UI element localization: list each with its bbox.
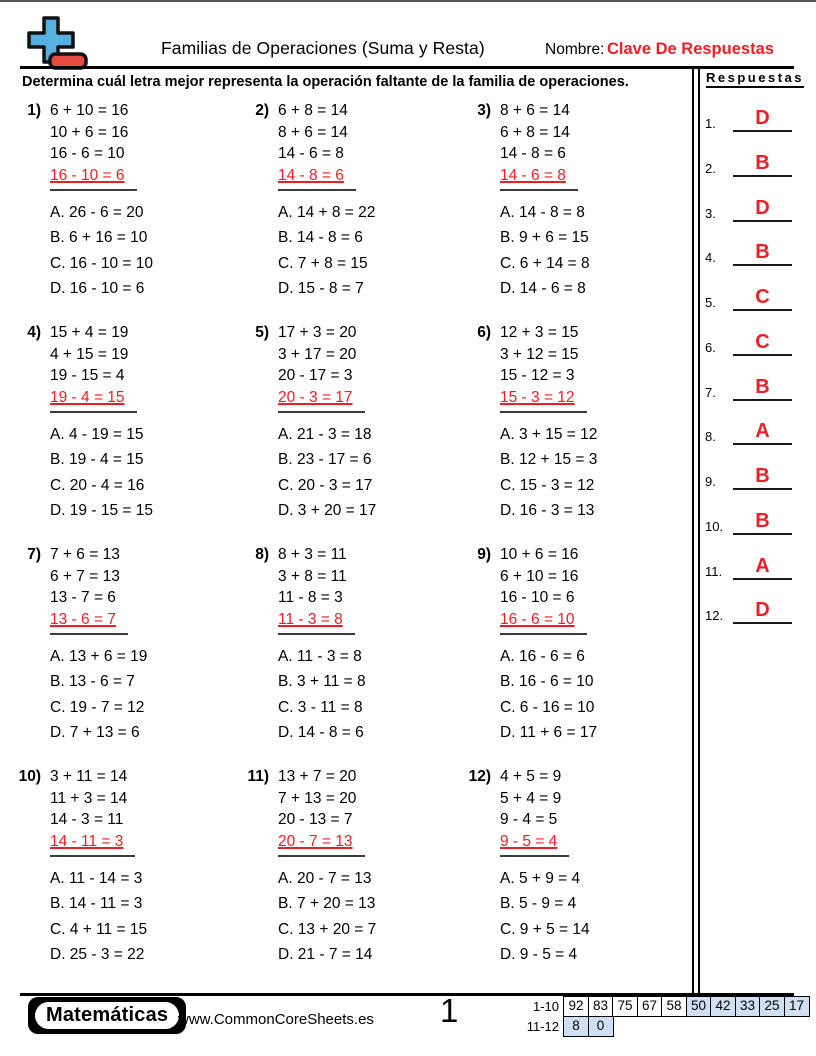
problem-5 (244, 322, 468, 524)
missing-equation-blank (278, 387, 365, 414)
equation: 6 + 10 = 16 (500, 567, 579, 585)
score-row1-label: 1-10 (532, 999, 559, 1014)
problem-number: 7) (27, 546, 41, 563)
equation: 3 + 17 = 20 (278, 345, 357, 363)
equation: 6 + 8 = 14 (500, 123, 570, 141)
choice-d: D. 3 + 20 = 17 (278, 502, 377, 520)
problem-number: 11) (247, 768, 269, 785)
answer-item-6 (705, 330, 792, 356)
equation: 11 + 3 = 14 (50, 789, 128, 807)
choice-c: C. 6 - 16 = 10 (500, 698, 595, 716)
choice-d: D. 14 - 6 = 8 (500, 280, 586, 298)
answer-key-label: Clave De Respuestas (607, 40, 774, 58)
score-table-row2 (563, 1016, 612, 1037)
score-cell: 25 (759, 996, 785, 1017)
score-cell: 58 (661, 996, 687, 1017)
problem-number: 12) (468, 768, 491, 785)
missing-equation-blank (500, 387, 587, 414)
missing-equation: 14 - 6 = 8 (500, 166, 566, 184)
answer-blank: C (733, 287, 792, 311)
problem-2 (244, 100, 468, 302)
answers-panel-title: Respuestas (706, 70, 804, 88)
score-cell: 42 (710, 996, 736, 1017)
problem-3 (466, 100, 690, 302)
equation: 20 - 17 = 3 (278, 367, 353, 384)
missing-equation-blank (50, 609, 128, 636)
header-divider (20, 66, 794, 69)
choice-d: D. 19 - 15 = 15 (50, 502, 153, 520)
equation: 3 + 12 = 15 (500, 345, 579, 363)
page-number: 1 (440, 992, 459, 1029)
choice-c: C. 19 - 7 = 12 (50, 698, 145, 716)
choice-c: C. 4 + 11 = 15 (50, 920, 148, 938)
answer-blank: B (733, 242, 792, 266)
choice-c: C. 13 + 20 = 7 (278, 920, 377, 938)
problem-8 (244, 544, 468, 746)
choices (500, 866, 590, 968)
equation: 14 - 6 = 8 (278, 145, 344, 162)
problem-number: 8) (255, 546, 269, 563)
problem-number: 3) (477, 102, 491, 119)
equation: 15 + 4 = 19 (50, 324, 129, 341)
choice-c: C. 16 - 10 = 10 (50, 254, 153, 272)
choice-b: B. 19 - 4 = 15 (50, 451, 144, 469)
equation: 12 + 3 = 15 (500, 324, 579, 341)
choice-b: B. 14 - 11 = 3 (50, 895, 143, 913)
answer-blank: A (733, 421, 792, 445)
score-cell: 92 (563, 996, 589, 1017)
answer-item-12 (705, 598, 792, 624)
choice-b: B. 7 + 20 = 13 (278, 895, 376, 913)
missing-equation: 16 - 10 = 6 (50, 166, 125, 184)
choices (500, 644, 597, 746)
equation: 7 + 13 = 20 (278, 789, 357, 807)
answer-blank: B (733, 377, 792, 401)
brand-name: Matemáticas (35, 1002, 179, 1029)
answer-blank: B (733, 466, 792, 490)
problem-body (278, 766, 376, 968)
choice-d: D. 15 - 8 = 7 (278, 280, 364, 298)
problem-12 (466, 766, 690, 968)
choice-a: A. 13 + 6 = 19 (50, 648, 148, 665)
equation: 16 - 6 = 10 (50, 145, 125, 162)
missing-equation: 9 - 5 = 4 (500, 832, 558, 850)
choice-b: B. 9 + 6 = 15 (500, 229, 589, 247)
choices (50, 644, 147, 746)
answer-item-9 (705, 464, 792, 490)
choice-a: A. 4 - 19 = 15 (50, 426, 144, 443)
problem-number: 4) (27, 324, 41, 341)
choice-a: A. 20 - 7 = 13 (278, 870, 372, 887)
choice-d: D. 16 - 10 = 6 (50, 280, 145, 298)
score-cell: 83 (588, 996, 614, 1017)
page-title: Familias de Operaciones (Suma y Resta) (161, 38, 485, 58)
answer-number: 3. (705, 206, 716, 221)
score-cell: 33 (735, 996, 761, 1017)
answer-number: 4. (705, 250, 716, 265)
choice-d: D. 14 - 8 = 6 (278, 724, 364, 742)
choice-b: B. 16 - 6 = 10 (500, 673, 594, 691)
choice-d: D. 9 - 5 = 4 (500, 946, 578, 964)
missing-equation: 15 - 3 = 12 (500, 388, 575, 406)
problem-7 (16, 544, 240, 746)
answer-number: 7. (705, 385, 716, 400)
problem-body (278, 322, 376, 524)
equation: 13 + 7 = 20 (278, 768, 357, 785)
choices (278, 644, 366, 746)
problem-body (500, 100, 590, 302)
choice-c: C. 15 - 3 = 12 (500, 476, 595, 494)
equation: 4 + 15 = 19 (50, 345, 129, 363)
answer-number: 5. (705, 295, 716, 310)
equation: 5 + 4 = 9 (500, 789, 562, 807)
equation: 6 + 8 = 14 (278, 102, 348, 119)
score-cell: 75 (612, 996, 638, 1017)
score-cell: 17 (784, 996, 810, 1017)
choice-d: D. 25 - 3 = 22 (50, 946, 145, 964)
choice-a: A. 14 - 8 = 8 (500, 204, 585, 221)
choice-a: A. 3 + 15 = 12 (500, 426, 598, 443)
equation: 4 + 5 = 9 (500, 768, 562, 785)
answer-item-11 (705, 554, 792, 580)
missing-equation-blank (50, 831, 135, 858)
problem-body (278, 100, 375, 302)
equation: 6 + 10 = 16 (50, 102, 129, 119)
problem-number: 6) (477, 324, 491, 341)
equation: 8 + 6 = 14 (278, 123, 348, 141)
equation: 14 - 3 = 11 (50, 811, 124, 828)
choice-a: A. 11 - 3 = 8 (278, 648, 362, 665)
equation: 17 + 3 = 20 (278, 324, 357, 341)
choices (278, 422, 376, 524)
score-cell: 50 (686, 996, 712, 1017)
missing-equation: 20 - 3 = 17 (278, 388, 353, 406)
equation: 19 - 15 = 4 (50, 367, 125, 384)
score-cell: 67 (637, 996, 663, 1017)
choice-a: A. 5 + 9 = 4 (500, 870, 581, 887)
choice-d: D. 16 - 3 = 13 (500, 502, 595, 520)
choices (278, 200, 375, 302)
choice-b: B. 23 - 17 = 6 (278, 451, 372, 469)
choices (50, 866, 147, 968)
equation: 10 + 6 = 16 (50, 123, 129, 141)
answer-number: 10. (705, 519, 724, 534)
choice-b: B. 3 + 11 = 8 (278, 673, 366, 691)
website-url: www.CommonCoreSheets.es (178, 1011, 374, 1028)
choice-c: C. 3 - 11 = 8 (278, 698, 363, 716)
name-label: Nombre: (545, 41, 605, 58)
choice-c: C. 6 + 14 = 8 (500, 254, 590, 272)
score-cell: 8 (563, 1016, 589, 1037)
answer-number: 8. (705, 429, 716, 444)
choice-c: C. 20 - 3 = 17 (278, 476, 373, 494)
answer-item-4 (705, 240, 792, 266)
equation: 16 - 10 = 6 (500, 589, 575, 606)
choices (500, 422, 597, 524)
score-table-row1 (563, 996, 808, 1017)
answer-number: 1. (705, 116, 716, 131)
missing-equation: 11 - 3 = 8 (278, 610, 343, 628)
problem-number: 2) (255, 102, 269, 119)
missing-equation-blank (50, 387, 137, 414)
equation: 11 - 8 = 3 (278, 589, 343, 606)
equation: 13 - 7 = 6 (50, 589, 116, 606)
brand-badge (28, 997, 186, 1034)
choice-b: B. 14 - 8 = 6 (278, 229, 363, 247)
choice-a: A. 11 - 14 = 3 (50, 870, 143, 887)
problem-number: 9) (477, 546, 491, 563)
answer-number: 2. (705, 161, 716, 176)
problem-body (500, 322, 597, 524)
equation: 10 + 6 = 16 (500, 546, 579, 563)
missing-equation: 13 - 6 = 7 (50, 610, 116, 628)
choice-a: A. 14 + 8 = 22 (278, 204, 376, 221)
answer-number: 6. (705, 340, 716, 355)
choice-c: C. 7 + 8 = 15 (278, 254, 368, 272)
page-top-border (0, 0, 816, 2)
choice-d: D. 7 + 13 = 6 (50, 724, 140, 742)
answer-blank: B (733, 511, 792, 535)
problem-body (500, 544, 597, 746)
missing-equation: 14 - 11 = 3 (50, 832, 124, 850)
equation: 9 - 4 = 5 (500, 811, 558, 828)
missing-equation-blank (500, 831, 569, 858)
missing-equation-blank (278, 831, 365, 858)
missing-equation: 16 - 6 = 10 (500, 610, 575, 628)
problem-9 (466, 544, 690, 746)
choices (50, 422, 153, 524)
answer-item-1 (705, 106, 792, 132)
equation: 14 - 8 = 6 (500, 145, 566, 162)
answer-item-3 (705, 196, 792, 222)
choice-d: D. 11 + 6 = 17 (500, 724, 598, 742)
missing-equation-blank (50, 165, 137, 192)
choice-d: D. 21 - 7 = 14 (278, 946, 373, 964)
equation: 8 + 3 = 11 (278, 546, 347, 563)
choice-a: A. 21 - 3 = 18 (278, 426, 372, 443)
problem-body (50, 322, 153, 524)
answer-number: 11. (705, 564, 723, 579)
answer-number: 12. (705, 608, 724, 623)
problem-number: 1) (27, 102, 41, 119)
equation: 8 + 6 = 14 (500, 102, 570, 119)
choice-b: B. 5 - 9 = 4 (500, 895, 577, 913)
answer-item-8 (705, 419, 792, 445)
problem-number: 10) (18, 768, 41, 785)
problem-10 (16, 766, 240, 968)
choice-a: A. 16 - 6 = 6 (500, 648, 585, 665)
problem-4 (16, 322, 240, 524)
equation: 7 + 6 = 13 (50, 546, 120, 563)
problem-body (50, 766, 147, 968)
equation: 20 - 13 = 7 (278, 811, 353, 828)
score-cell: 0 (588, 1016, 614, 1037)
equation: 15 - 12 = 3 (500, 367, 575, 384)
problem-11 (244, 766, 468, 968)
equation: 3 + 11 = 14 (50, 768, 128, 785)
missing-equation: 14 - 8 = 6 (278, 166, 344, 184)
equation: 6 + 7 = 13 (50, 567, 120, 585)
answer-blank: C (733, 332, 792, 356)
missing-equation: 19 - 4 = 15 (50, 388, 125, 406)
choice-a: A. 26 - 6 = 20 (50, 204, 144, 221)
problem-body (278, 544, 366, 746)
missing-equation-blank (500, 165, 578, 192)
problem-6 (466, 322, 690, 524)
answer-blank: D (733, 108, 792, 132)
choices (500, 200, 590, 302)
answer-item-10 (705, 509, 792, 535)
problem-body (50, 544, 147, 746)
missing-equation-blank (500, 609, 587, 636)
choice-c: C. 20 - 4 = 16 (50, 476, 145, 494)
answer-blank: D (733, 600, 792, 624)
problem-1 (16, 100, 240, 302)
choices (50, 200, 153, 302)
answer-blank: A (733, 556, 792, 580)
problem-body (50, 100, 153, 302)
answer-number: 9. (705, 474, 716, 489)
instruction-text: Determina cuál letra mejor representa la operación faltante de la familia de operaciones. (22, 74, 629, 90)
missing-equation-blank (278, 165, 356, 192)
problem-number: 5) (255, 324, 269, 341)
missing-equation: 20 - 7 = 13 (278, 832, 353, 850)
choices (278, 866, 376, 968)
answers-panel-divider (692, 68, 700, 996)
problem-body (500, 766, 590, 968)
choice-b: B. 13 - 6 = 7 (50, 673, 135, 691)
answer-item-5 (705, 285, 792, 311)
score-row2-label: 11-12 (526, 1019, 559, 1034)
choice-b: B. 6 + 16 = 10 (50, 229, 148, 247)
choice-b: B. 12 + 15 = 3 (500, 451, 598, 469)
answer-blank: B (733, 153, 792, 177)
answer-blank: D (733, 198, 792, 222)
choice-c: C. 9 + 5 = 14 (500, 920, 590, 938)
answer-item-2 (705, 151, 792, 177)
missing-equation-blank (278, 609, 355, 636)
answer-item-7 (705, 375, 792, 401)
equation: 3 + 8 = 11 (278, 567, 347, 585)
